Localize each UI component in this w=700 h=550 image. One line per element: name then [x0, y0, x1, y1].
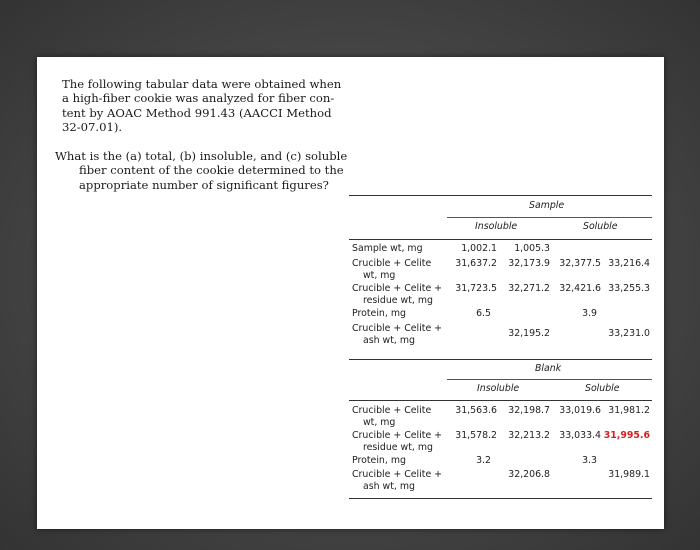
blank-title: Blank: [535, 363, 562, 374]
table-cell: 32,173.9: [508, 258, 550, 269]
question-line: What is the (a) total, (b) insoluble, and (c) soluble: [55, 149, 348, 163]
table-cell: 32,213.2: [508, 430, 550, 441]
row-label: Crucible + Celite + residue wt, mg: [352, 430, 443, 453]
table-cell: 32,195.2: [508, 328, 550, 339]
row-label: Crucible + Celite + ash wt, mg: [352, 323, 443, 346]
problem-line: a high-fiber cookie was analyzed for fiber con-: [62, 91, 335, 106]
soluble-header: Soluble: [583, 221, 618, 232]
table-cell: 3.9: [582, 308, 597, 319]
row-label: Crucible + Celite wt, mg: [352, 405, 432, 428]
blank-table: [349, 359, 652, 509]
table-cell: 1,002.1: [461, 243, 497, 254]
problem-statement: [62, 77, 362, 135]
table-cell: 31,563.6: [455, 405, 497, 416]
table-cell: 3.3: [582, 455, 597, 466]
table-top-rule: [349, 195, 652, 196]
problem-line: 32-07.01).: [62, 120, 123, 135]
question-text: [55, 149, 355, 192]
row-label: Crucible + Celite + residue wt, mg: [352, 283, 443, 306]
table-cell: 33,019.6: [559, 405, 601, 416]
table-cell: 31,578.2: [455, 430, 497, 441]
row-label: Crucible + Celite + ash wt, mg: [352, 469, 443, 492]
table-cell: 32,377.5: [559, 258, 601, 269]
row-label: Crucible + Celite wt, mg: [352, 258, 432, 281]
table-cell: 33,216.4: [608, 258, 650, 269]
soluble-header: Soluble: [585, 383, 620, 394]
sample-table: [349, 195, 652, 355]
insoluble-header: Insoluble: [477, 383, 520, 394]
question-line: appropriate number of significant figures?: [79, 177, 329, 192]
table-bottom-rule: [349, 498, 652, 499]
header-rule: [349, 239, 652, 240]
group-rule: [447, 379, 652, 380]
table-cell: 33,231.0: [608, 328, 650, 339]
table-cell: 32,206.8: [508, 469, 550, 480]
table-cell: 31,637.2: [455, 258, 497, 269]
row-label: Sample wt, mg: [352, 243, 423, 254]
question-line: fiber content of the cookie determined to the: [79, 163, 344, 178]
header-rule: [349, 400, 652, 401]
table-cell: 1,005.3: [514, 243, 550, 254]
insoluble-header: Insoluble: [475, 221, 518, 232]
table-top-rule: [349, 359, 652, 360]
row-label: Protein, mg: [352, 308, 406, 319]
group-rule: [447, 217, 652, 218]
table-cell: 31,981.2: [608, 405, 650, 416]
problem-line: tent by AOAC Method 991.43 (AACCI Method: [62, 105, 332, 120]
table-cell: 33,033.4: [559, 430, 601, 441]
problem-line: The following tabular data were obtained when: [62, 77, 342, 91]
table-cell: 32,198.7: [508, 405, 550, 416]
sample-title: Sample: [529, 200, 565, 211]
table-cell: 31,989.1: [608, 469, 650, 480]
table-cell: 32,271.2: [508, 283, 550, 294]
row-label: Protein, mg: [352, 455, 406, 466]
table-cell: 31,723.5: [455, 283, 497, 294]
table-cell: 3.2: [476, 455, 491, 466]
document-page: [37, 57, 664, 529]
table-cell: 33,255.3: [608, 283, 650, 294]
table-cell: 32,421.6: [559, 283, 601, 294]
table-cell: 6.5: [476, 308, 491, 319]
highlighted-cell: 31,995.6: [603, 430, 650, 441]
